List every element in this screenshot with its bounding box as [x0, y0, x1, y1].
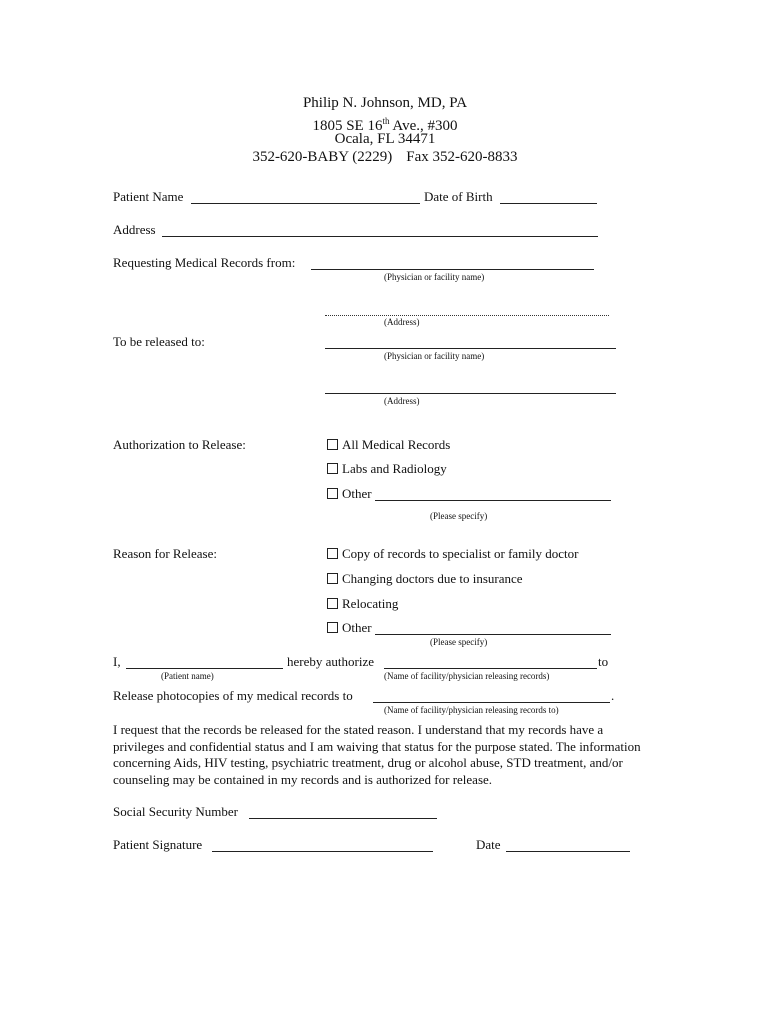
patient-name-caption: (Patient name) [161, 671, 214, 681]
checkbox-icon[interactable] [327, 463, 338, 474]
physician-caption: (Physician or facility name) [384, 272, 485, 282]
practice-phone-line [0, 148, 770, 166]
ssn-label: Social Security Number [113, 804, 238, 819]
reason-option-relocating[interactable] [327, 596, 398, 612]
release-statement: I request that the records be released for the stated reason. I understand that my records have a privileges and confidential status and I am waiving that status for the purpose stated. The information concerning Aids, HIV testing, psychiatric treatment, drug or alcohol abuse, STD treatment, and/or counseling may be contained in my records and is authorized for release. [113, 722, 641, 787]
auth-option-label: Labs and Radiology [342, 461, 447, 476]
reason-option-label: Copy of records to specialist or family doctor [342, 546, 579, 561]
release-to-facility-field[interactable] [373, 688, 610, 703]
patient-name-field[interactable] [191, 189, 420, 204]
authorization-label: Authorization to Release: [113, 437, 246, 452]
checkbox-icon[interactable] [327, 622, 338, 633]
auth-option-label: All Medical Records [342, 437, 451, 452]
address-caption: (Address) [384, 317, 420, 327]
requesting-address-field[interactable] [325, 301, 609, 316]
checkbox-icon[interactable] [327, 598, 338, 609]
reason-option-label: Changing doctors due to insurance [342, 571, 523, 586]
released-to-physician-field[interactable] [325, 334, 616, 349]
address-label: Address [113, 222, 156, 237]
date-field[interactable] [506, 837, 630, 852]
auth-option-label: Other [342, 486, 372, 501]
date-label: Date [476, 837, 501, 852]
auth-specify-caption: (Please specify) [430, 511, 488, 521]
auth-option-labs[interactable] [327, 461, 447, 477]
address-caption-2: (Address) [384, 396, 420, 406]
reason-option-label: Relocating [342, 596, 399, 611]
released-to-label: To be released to: [113, 334, 205, 349]
auth-other-field[interactable] [375, 486, 611, 501]
practice-name: Philip N. Johnson, MD, PA [302, 95, 468, 111]
dob-label: Date of Birth [424, 189, 493, 204]
requesting-label: Requesting Medical Records from: [113, 255, 296, 270]
practice-phone: 352-620-BABY (2229) [252, 149, 393, 165]
authorize-patient-name-field[interactable] [126, 654, 283, 669]
release-period: . [611, 688, 615, 703]
reason-label: Reason for Release: [113, 546, 217, 561]
dob-field[interactable] [500, 189, 597, 204]
auth-option-all[interactable] [327, 437, 450, 453]
address-field[interactable] [162, 222, 598, 237]
hereby-authorize-label: hereby authorize [287, 654, 374, 669]
released-to-address-field[interactable] [325, 379, 616, 394]
reason-other-field[interactable] [375, 620, 611, 635]
checkbox-icon[interactable] [327, 573, 338, 584]
ssn-field[interactable] [249, 804, 437, 819]
authorize-facility-field[interactable] [384, 654, 597, 669]
facility-caption: (Name of facility/physician releasing records) [384, 671, 550, 681]
reason-option-label: Other [342, 620, 372, 635]
practice-address-pre: 1805 SE 16 [312, 118, 383, 134]
checkbox-icon[interactable] [327, 439, 338, 450]
signature-label: Patient Signature [113, 837, 203, 852]
practice-address-sup: th [382, 116, 390, 126]
release-to-label: Release photocopies of my medical records to [113, 688, 353, 703]
checkbox-icon[interactable] [327, 548, 338, 559]
facility-caption-2: (Name of facility/physician releasing records to) [384, 705, 559, 715]
practice-city: Ocala, FL 34471 [334, 131, 436, 147]
patient-name-label: Patient Name [113, 189, 184, 204]
reason-specify-caption: (Please specify) [430, 637, 488, 647]
practice-fax: Fax 352-620-8833 [406, 149, 518, 165]
auth-option-other[interactable] [327, 486, 372, 502]
checkbox-icon[interactable] [327, 488, 338, 499]
i-label: I, [113, 654, 121, 669]
reason-option-copy[interactable] [327, 546, 578, 562]
physician-caption-2: (Physician or facility name) [384, 351, 485, 361]
reason-option-insurance[interactable] [327, 571, 523, 587]
to-label: to [598, 654, 609, 669]
reason-option-other[interactable] [327, 620, 372, 636]
signature-field[interactable] [212, 837, 433, 852]
practice-address-post: Ave., #300 [389, 118, 458, 134]
requesting-physician-field[interactable] [311, 255, 594, 270]
